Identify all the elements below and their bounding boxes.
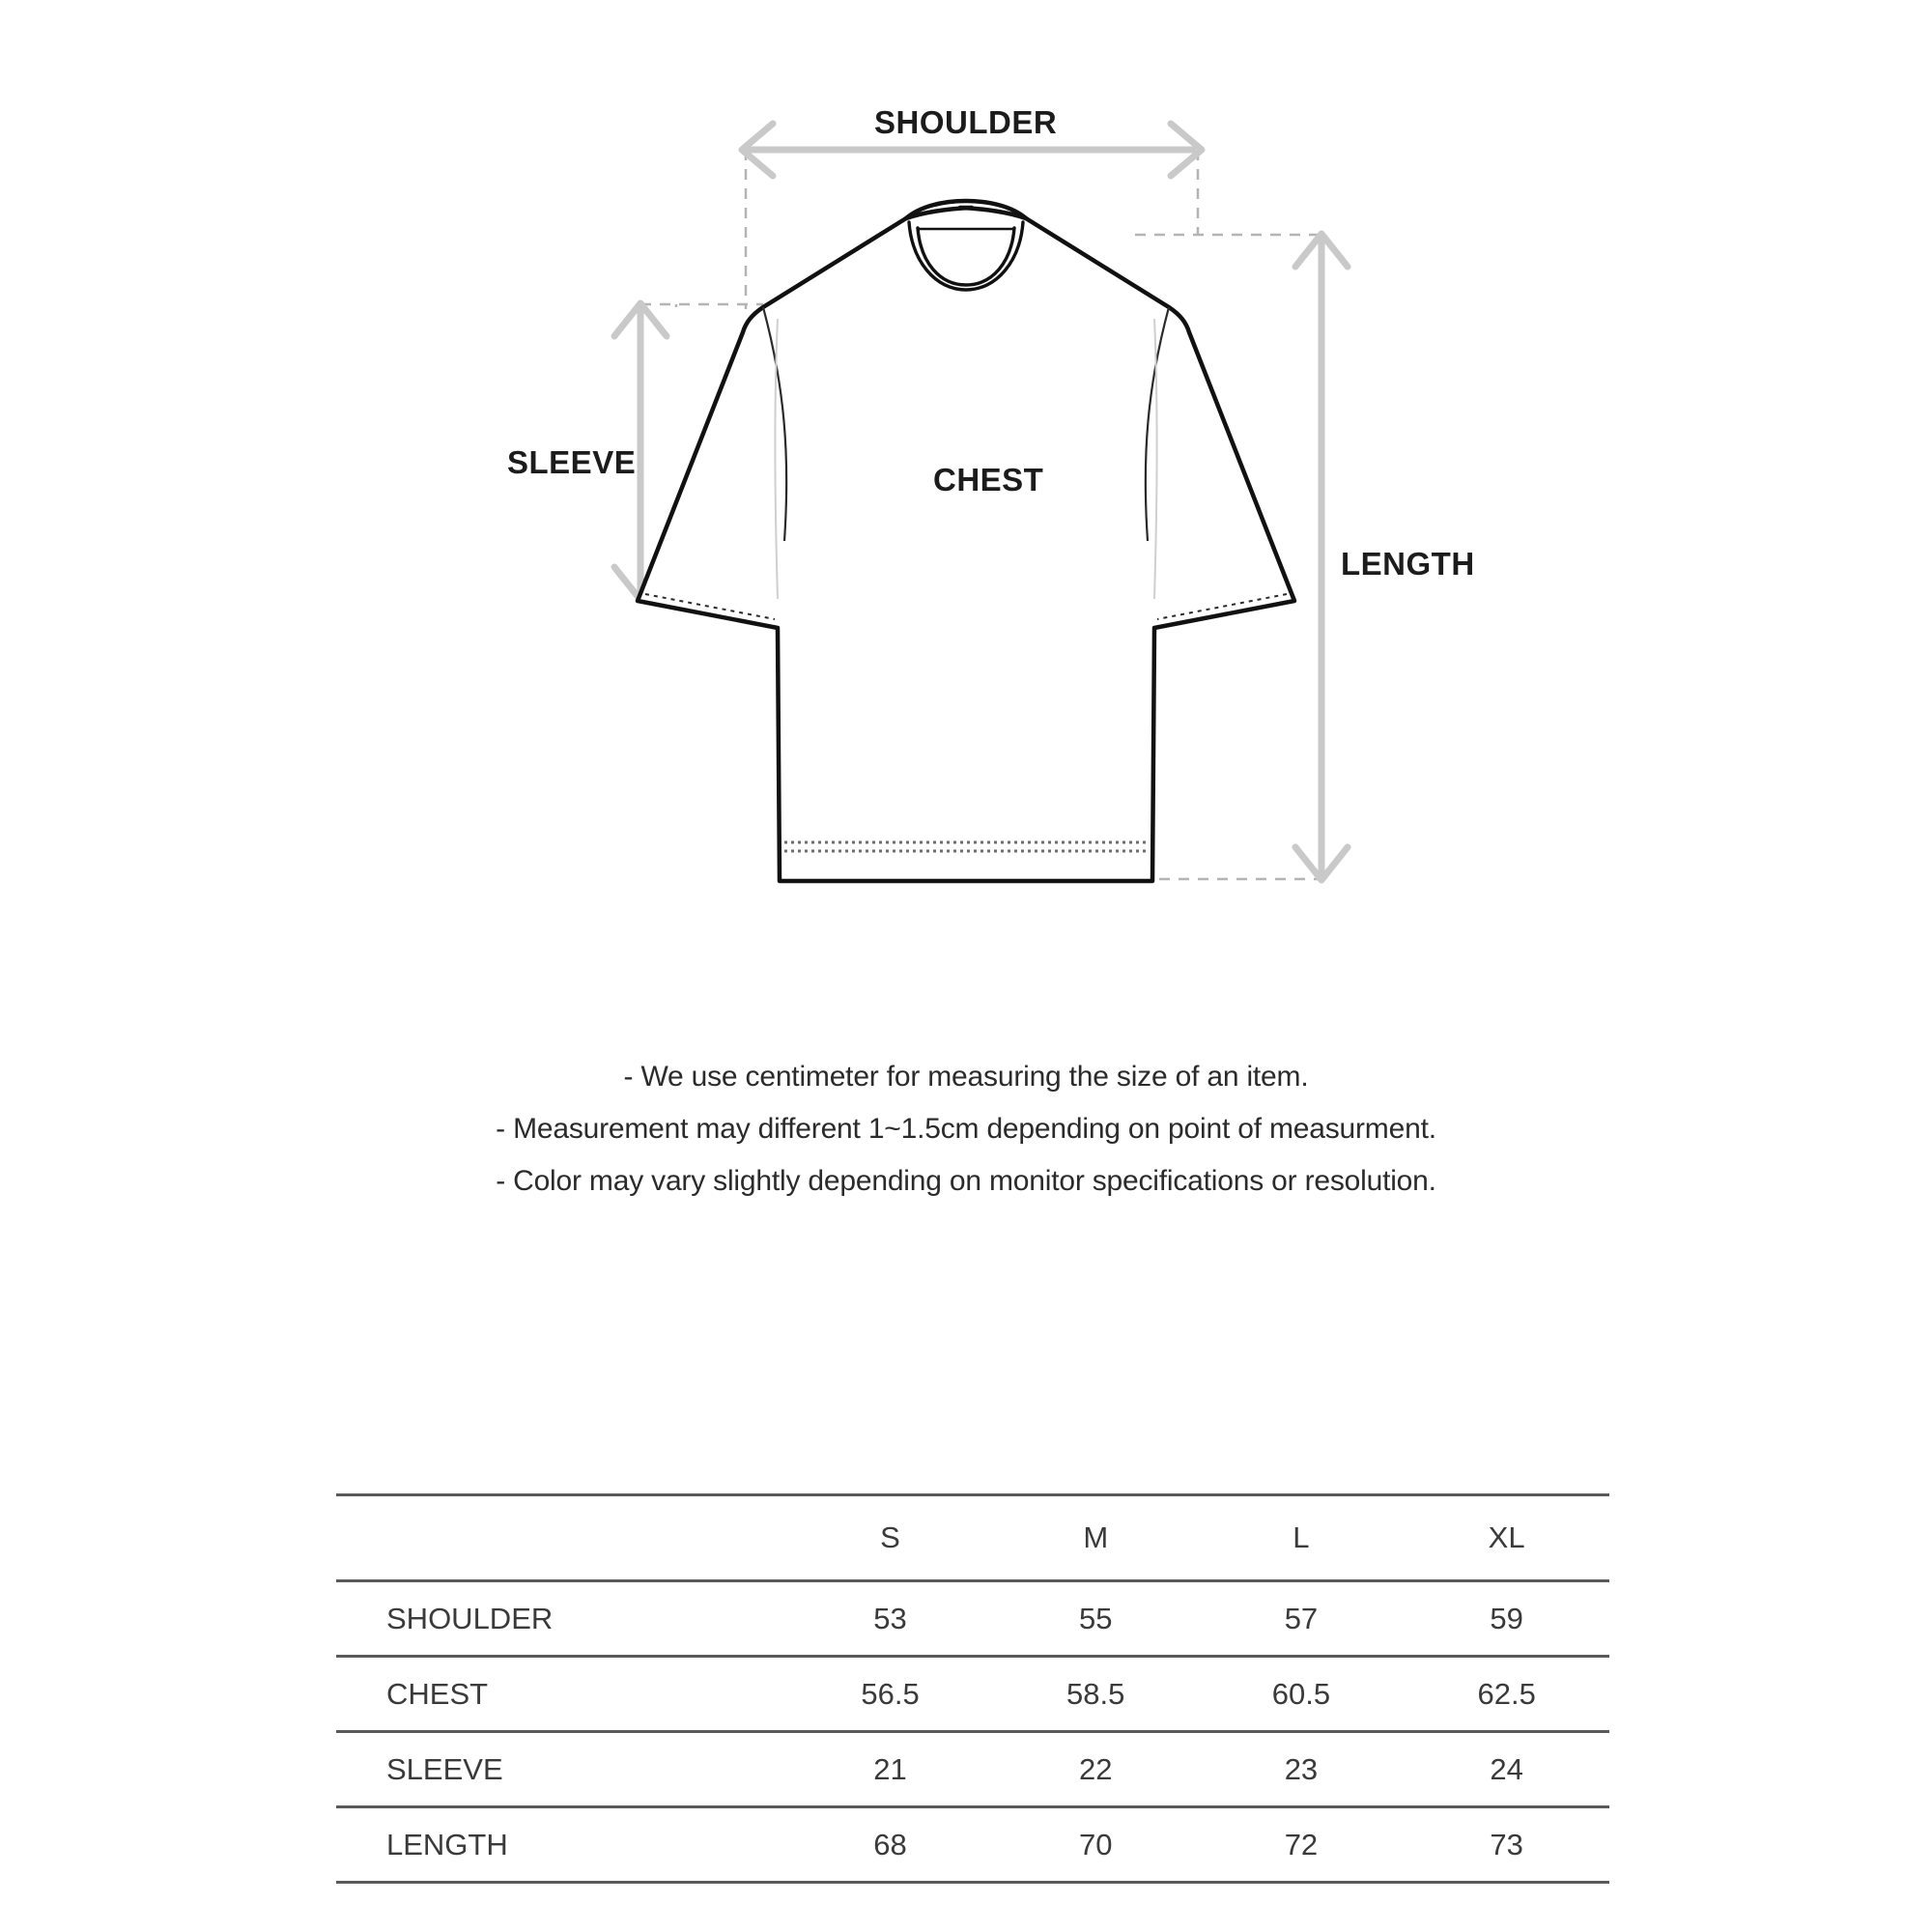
length-label: LENGTH: [1341, 546, 1475, 582]
cell-length-xl: 73: [1404, 1807, 1609, 1883]
cell-sleeve-xl: 24: [1404, 1732, 1609, 1807]
note-line: - We use centimeter for measuring the size of an item.: [623, 1061, 1309, 1093]
size-chart-table: [336, 1493, 1609, 1884]
shoulder-label: SHOULDER: [874, 104, 1058, 140]
table-top-rule-row: [336, 1495, 1609, 1581]
length-dimension-arrow: [1295, 234, 1348, 880]
note-line: - Color may vary slightly depending on monitor specifications or resolution.: [496, 1165, 1436, 1197]
cell-shoulder-m: 55: [993, 1581, 1199, 1657]
cell-shoulder-xl: 59: [1404, 1581, 1609, 1657]
cell-length-s: 68: [787, 1807, 993, 1883]
cell-shoulder-s: 53: [787, 1581, 993, 1657]
cell-shoulder-l: 57: [1199, 1581, 1405, 1657]
table-row: [336, 1807, 1609, 1883]
table-row: [336, 1581, 1609, 1657]
cell-sleeve-s: 21: [787, 1732, 993, 1807]
row-label-length: LENGTH: [336, 1807, 787, 1883]
row-label-shoulder: SHOULDER: [336, 1581, 787, 1657]
cell-length-m: 70: [993, 1807, 1199, 1883]
header-size-s: S: [787, 1495, 993, 1581]
sleeve-label: SLEEVE: [507, 444, 637, 480]
cell-chest-s: 56.5: [787, 1657, 993, 1732]
cell-length-l: 72: [1199, 1807, 1405, 1883]
header-size-m: M: [993, 1495, 1199, 1581]
cell-sleeve-l: 23: [1199, 1732, 1405, 1807]
size-table-container: [336, 1493, 1609, 1884]
table-row: [336, 1657, 1609, 1732]
table-header: [336, 1495, 1609, 1581]
row-label-chest: CHEST: [336, 1657, 787, 1732]
cell-sleeve-m: 22: [993, 1732, 1199, 1807]
tshirt-outline: [638, 208, 1294, 881]
table-row: [336, 1732, 1609, 1807]
header-size-xl: XL: [1404, 1495, 1609, 1581]
cell-chest-l: 60.5: [1199, 1657, 1405, 1732]
measurement-notes: [0, 1063, 1932, 1219]
cell-chest-m: 58.5: [993, 1657, 1199, 1732]
cell-chest-xl: 62.5: [1404, 1657, 1609, 1732]
header-size-l: L: [1199, 1495, 1405, 1581]
row-label-sleeve: SLEEVE: [336, 1732, 787, 1807]
chest-label: CHEST: [918, 462, 1059, 498]
header-measure-blank: [336, 1495, 787, 1581]
table-body: [336, 1581, 1609, 1883]
note-line: - Measurement may different 1~1.5cm depending on point of measurment.: [496, 1113, 1436, 1145]
